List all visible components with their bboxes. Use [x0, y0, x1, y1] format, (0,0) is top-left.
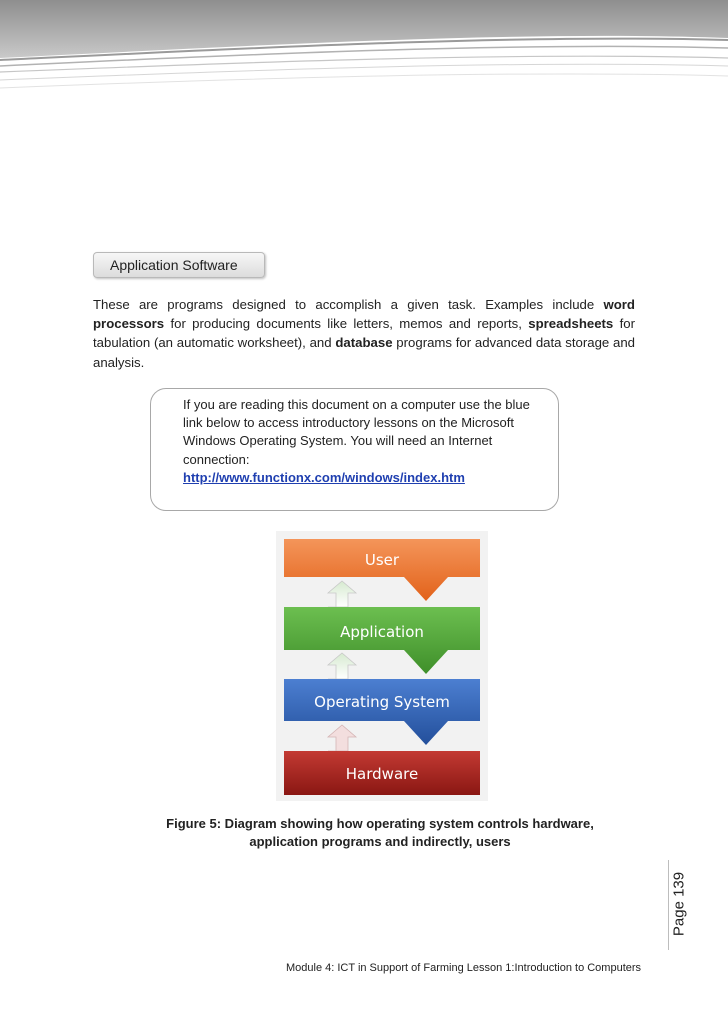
term-spreadsheets: spreadsheets	[528, 316, 614, 332]
figure-caption-line-2: application programs and indirectly, users	[249, 834, 511, 849]
figure-caption	[140, 815, 620, 851]
os-layers-diagram	[276, 531, 488, 801]
intro-paragraph	[93, 295, 635, 372]
application-layer-label: Application	[340, 623, 424, 641]
term-word-processors: word processors	[93, 297, 635, 332]
intro-text-3: for tabulation (an automatic worksheet), and	[93, 316, 635, 351]
hardware-layer-label: Hardware	[345, 765, 419, 783]
intro-text-2: for producing documents like letters, memos and reports,	[164, 316, 529, 332]
operating-system-layer-label: Operating System	[314, 693, 450, 711]
user-layer-label: User	[364, 551, 400, 569]
term-database: database	[335, 335, 393, 351]
page-number-text: Page 139	[670, 871, 688, 937]
note-body: If you are reading this document on a computer use the blue link below to access introductory lessons on the Microsoft Windows Operating System. You will need an Internet connection:	[183, 397, 530, 467]
section-heading: Application Software	[93, 252, 265, 278]
page-number	[668, 868, 690, 940]
page-footer: Module 4: ICT in Support of Farming Lesson 1:Introduction to Computers	[286, 962, 642, 974]
figure-caption-line-1: Figure 5: Diagram showing how operating system controls hardware,	[166, 816, 594, 831]
intro-text-4: programs for advanced data storage and analysis.	[93, 335, 635, 370]
intro-text-1: These are programs designed to accomplish a given task. Examples include	[93, 297, 604, 312]
windows-lessons-link[interactable]: http://www.functionx.com/windows/index.htm	[183, 469, 465, 485]
header-decoration	[0, 0, 728, 100]
note-text	[183, 396, 549, 487]
